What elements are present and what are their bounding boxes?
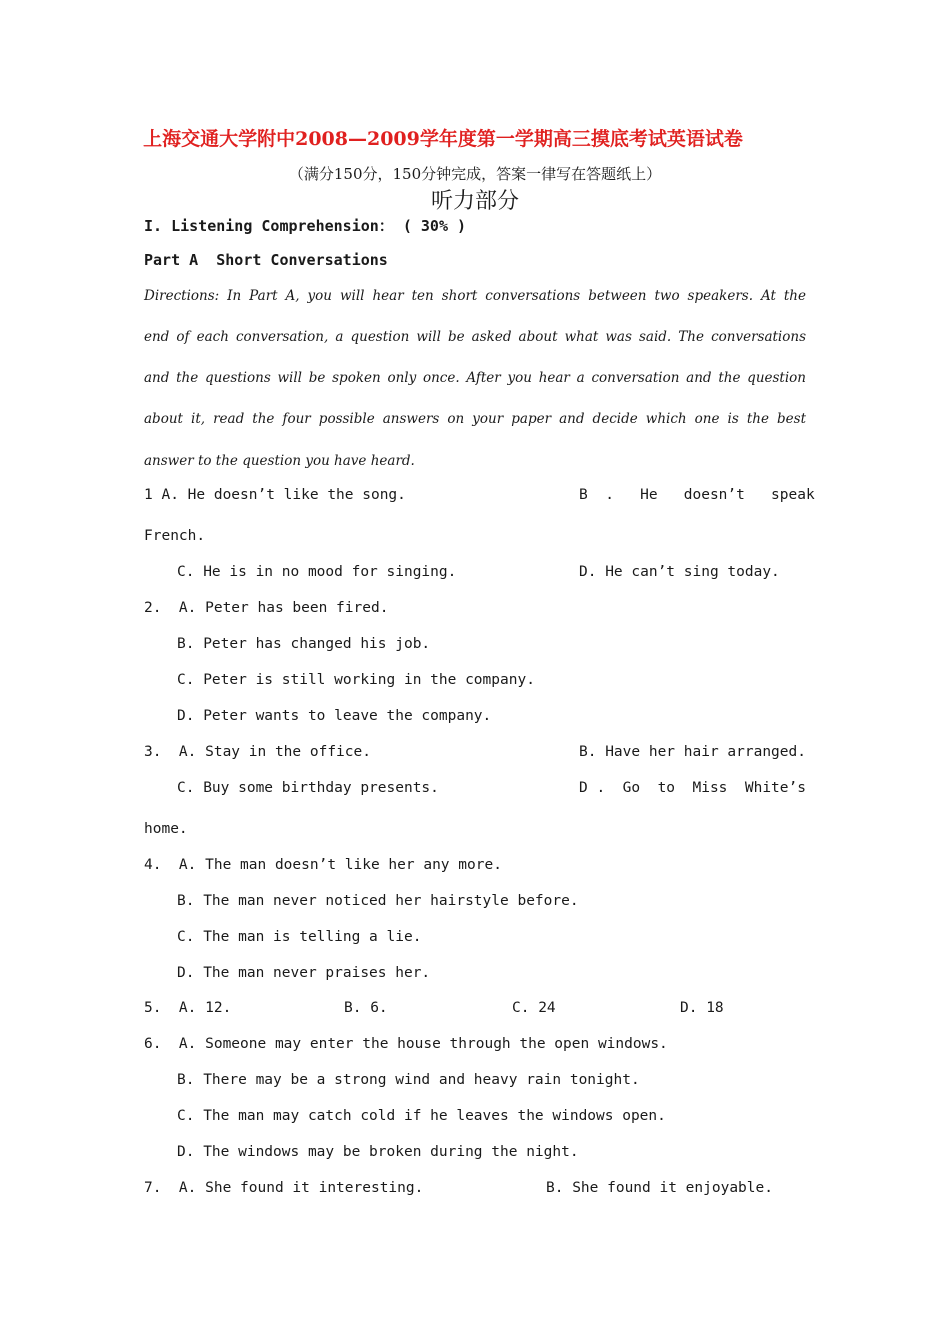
- directions-line: answer to the question you have heard.: [144, 453, 415, 469]
- q2-option-a: 2. A. Peter has been fired.: [144, 600, 389, 616]
- directions-line: and the questions will be spoken only once. After you hear a conversation and the question: [144, 370, 806, 386]
- q1-option-c: C. He is in no mood for singing.: [177, 564, 457, 580]
- q5-option-b: B. 6.: [344, 1000, 388, 1016]
- q7-option-a: 7. A. She found it interesting.: [144, 1180, 424, 1196]
- directions-line: Directions: In Part A, you will hear ten short conversations between two speakers. At the: [144, 288, 806, 304]
- q1-option-b: B . He doesn’t speak: [579, 487, 815, 503]
- q6-option-a: 6. A. Someone may enter the house through the open windows.: [144, 1036, 668, 1052]
- directions-line: end of each conversation, a question will be asked about what was said. The conversations: [144, 329, 806, 345]
- exam-subtitle: （满分150分，150分钟完成，答案一律写在答题纸上）: [288, 165, 662, 183]
- q7-option-b: B. She found it enjoyable.: [546, 1180, 773, 1196]
- q4-option-c: C. The man is telling a lie.: [177, 929, 422, 945]
- q3-option-c: C. Buy some birthday presents.: [177, 780, 439, 796]
- q6-option-b: B. There may be a strong wind and heavy rain tonight.: [177, 1072, 640, 1088]
- section-heading: 听力部分: [430, 189, 519, 214]
- q2-option-c: C. Peter is still working in the company.: [177, 672, 535, 688]
- q4-option-d: D. The man never praises her.: [177, 965, 431, 981]
- q3-option-d-wrap: home.: [144, 821, 188, 837]
- q5-option-c: C. 24: [512, 1000, 556, 1016]
- q1-option-b-wrap: French.: [144, 528, 206, 544]
- q6-option-d: D. The windows may be broken during the night.: [177, 1144, 579, 1160]
- q3-option-a: 3. A. Stay in the office.: [144, 744, 371, 760]
- q1-option-d: D. He can’t sing today.: [579, 564, 780, 580]
- part-subheading: Part A Short Conversations: [144, 251, 388, 269]
- part-heading: I. Listening Comprehension： ( 30% ): [144, 217, 467, 235]
- q3-option-d: D . Go to Miss White’s: [579, 780, 806, 796]
- q6-option-c: C. The man may catch cold if he leaves the windows open.: [177, 1108, 666, 1124]
- exam-title: 上海交通大学附中2008—2009学年度第一学期高三摸底考试英语试卷: [143, 128, 743, 150]
- q5-option-d: D. 18: [680, 1000, 724, 1016]
- q5-option-a: 5. A. 12.: [144, 1000, 232, 1016]
- q2-option-b: B. Peter has changed his job.: [177, 636, 431, 652]
- q4-option-a: 4. A. The man doesn’t like her any more.: [144, 857, 502, 873]
- q3-option-b: B. Have her hair arranged.: [579, 744, 806, 760]
- q4-option-b: B. The man never noticed her hairstyle before.: [177, 893, 579, 909]
- q1-option-a: 1 A. He doesn’t like the song.: [144, 487, 406, 503]
- directions-line: about it, read the four possible answers on your paper and decide which one is the best: [144, 411, 806, 427]
- q2-option-d: D. Peter wants to leave the company.: [177, 708, 492, 724]
